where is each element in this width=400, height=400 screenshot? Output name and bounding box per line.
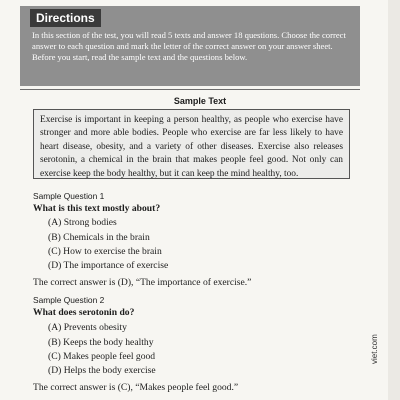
- question-2-label: Sample Question 2: [33, 295, 105, 305]
- question-1-answer: The correct answer is (D), “The importance of exercise.”: [33, 277, 252, 288]
- directions-sample-note: Before you start, read the sample text and the questions below.: [32, 51, 248, 62]
- question-2-choice-c: (C) Makes people feel good: [48, 351, 156, 362]
- directions-title: Directions: [30, 9, 101, 27]
- question-1-choice-d: (D) The importance of exercise: [48, 260, 169, 271]
- divider: [20, 89, 360, 90]
- question-1-label: Sample Question 1: [33, 191, 105, 201]
- question-1-choice-c: (C) How to exercise the brain: [48, 246, 162, 257]
- directions-text: [32, 30, 354, 62]
- directions-instructions: In this section of the test, you will read 5 texts and answer 18 questions. Choose the correct answer to each question and mark the letter of the correct answer on your answer sheet.: [32, 30, 346, 51]
- sample-passage: Exercise is important in keeping a person healthy, as people who exercise have stronger and more able bodies. People who exercise are far less likely to have heart disease, obesity, and a variety of other diseases. Exercise also releases serotonin, a chemical in the brain that makes people feel good. Not only can exercise keep the body healthy, but it can keep the mind healthy, too.: [33, 109, 350, 179]
- question-2-choice-b: (B) Keeps the body healthy: [48, 337, 154, 348]
- question-1-choice-a: (A) Strong bodies: [48, 217, 117, 228]
- question-2-stem: What does serotonin do?: [33, 307, 135, 318]
- side-watermark-text: viet.com: [370, 334, 379, 364]
- sample-text-title: Sample Text: [173, 96, 227, 106]
- question-1-stem: What is this text mostly about?: [33, 203, 161, 214]
- question-2-choice-a: (A) Prevents obesity: [48, 322, 127, 333]
- question-2-choice-d: (D) Helps the body exercise: [48, 365, 156, 376]
- question-2-answer: The correct answer is (C), “Makes people feel good.”: [33, 382, 239, 393]
- question-1-choice-b: (B) Chemicals in the brain: [48, 232, 150, 243]
